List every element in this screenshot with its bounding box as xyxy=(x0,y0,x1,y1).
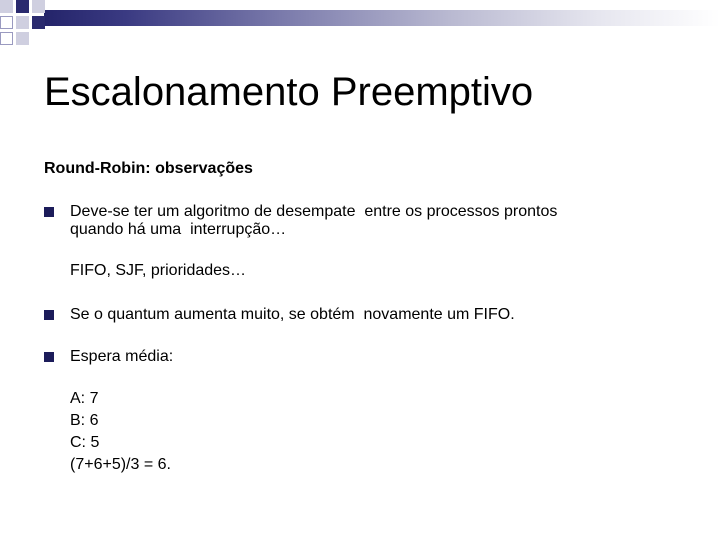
decor-square xyxy=(16,32,29,45)
bullet-text: Deve-se ter um algoritmo de desempate entre os processos prontos xyxy=(70,203,558,220)
slide-subtitle: Round-Robin: observações xyxy=(44,160,253,177)
decor-square xyxy=(32,0,45,13)
bullet-text: quando há uma interrupção… xyxy=(70,221,287,238)
square-bullet-icon xyxy=(44,207,54,217)
decor-square xyxy=(0,32,13,45)
bullet-text: Espera média: xyxy=(70,348,174,365)
decor-square xyxy=(0,0,13,13)
decor-square xyxy=(16,0,29,13)
decor-square xyxy=(0,16,13,29)
slide-title: Escalonamento Preemptivo xyxy=(44,70,534,114)
sub-item-text: (7+6+5)/3 = 6. xyxy=(70,456,171,473)
sub-item-text: FIFO, SJF, prioridades… xyxy=(70,262,247,279)
sub-item-text: A: 7 xyxy=(70,390,99,407)
square-bullet-icon xyxy=(44,352,54,362)
sub-item-text: C: 5 xyxy=(70,434,100,451)
square-bullet-icon xyxy=(44,310,54,320)
sub-item-text: B: 6 xyxy=(70,412,99,429)
decor-square xyxy=(32,16,45,29)
decor-square xyxy=(16,16,29,29)
header-gradient-bar xyxy=(44,10,720,26)
header-decoration xyxy=(0,0,720,44)
bullet-text: Se o quantum aumenta muito, se obtém novamente um FIFO. xyxy=(70,306,515,323)
